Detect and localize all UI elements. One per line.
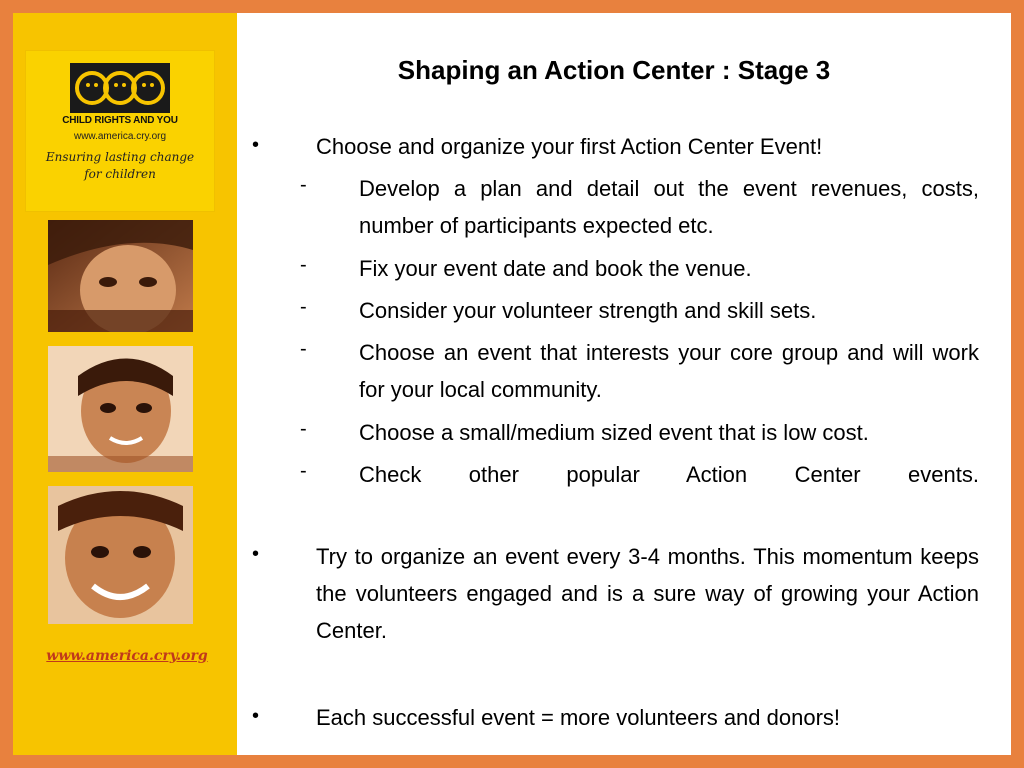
subitem-5-text: Choose a small/medium sized event that is low cost. bbox=[359, 420, 869, 445]
child-photo-3 bbox=[48, 486, 193, 624]
bullet-2-text: Try to organize an event every 3-4 months. This momentum keeps the volunteers engaged and is a sure way of growing your Action Center. bbox=[316, 544, 979, 643]
subitem-1-text: Develop a plan and detail out the event revenues, costs, number of participants expected etc. bbox=[359, 176, 979, 238]
logo-org-name: CHILD RIGHTS AND YOU bbox=[62, 115, 178, 126]
bullet-3-text: Each successful event = more volunteers and donors! bbox=[316, 705, 841, 730]
child-photo-1 bbox=[48, 220, 193, 332]
subitem-3-text: Consider your volunteer strength and skill sets. bbox=[359, 298, 817, 323]
cry-website-link[interactable]: www.america.cry.org bbox=[46, 648, 208, 664]
bullet-icon: • bbox=[252, 134, 260, 156]
subitem-4-text: Choose an event that interests your core group and will work for your local community. bbox=[359, 340, 979, 402]
bullet-1-text: Choose and organize your first Action Center Event! bbox=[316, 134, 823, 159]
dash-icon: - bbox=[300, 296, 307, 318]
bullet-icon: • bbox=[252, 705, 260, 727]
dash-icon: - bbox=[300, 254, 307, 276]
dash-icon: - bbox=[300, 338, 307, 360]
dash-icon: - bbox=[300, 174, 307, 196]
child-photo-2 bbox=[48, 346, 193, 472]
dash-icon: - bbox=[300, 460, 307, 482]
dash-icon: - bbox=[300, 418, 307, 440]
logo-tagline: Ensuring lasting change for children bbox=[45, 150, 195, 181]
cry-logo-mark bbox=[70, 63, 170, 113]
logo-url: www.america.cry.org bbox=[73, 131, 167, 142]
subitem-6-text: Check other popular Action Center events. bbox=[359, 462, 979, 487]
sidebar bbox=[13, 13, 237, 755]
bullet-icon: • bbox=[252, 543, 260, 565]
subitem-2-text: Fix your event date and book the venue. bbox=[359, 256, 752, 281]
slide-title: Shaping an Action Center : Stage 3 bbox=[397, 55, 831, 85]
cry-logo bbox=[25, 50, 215, 212]
